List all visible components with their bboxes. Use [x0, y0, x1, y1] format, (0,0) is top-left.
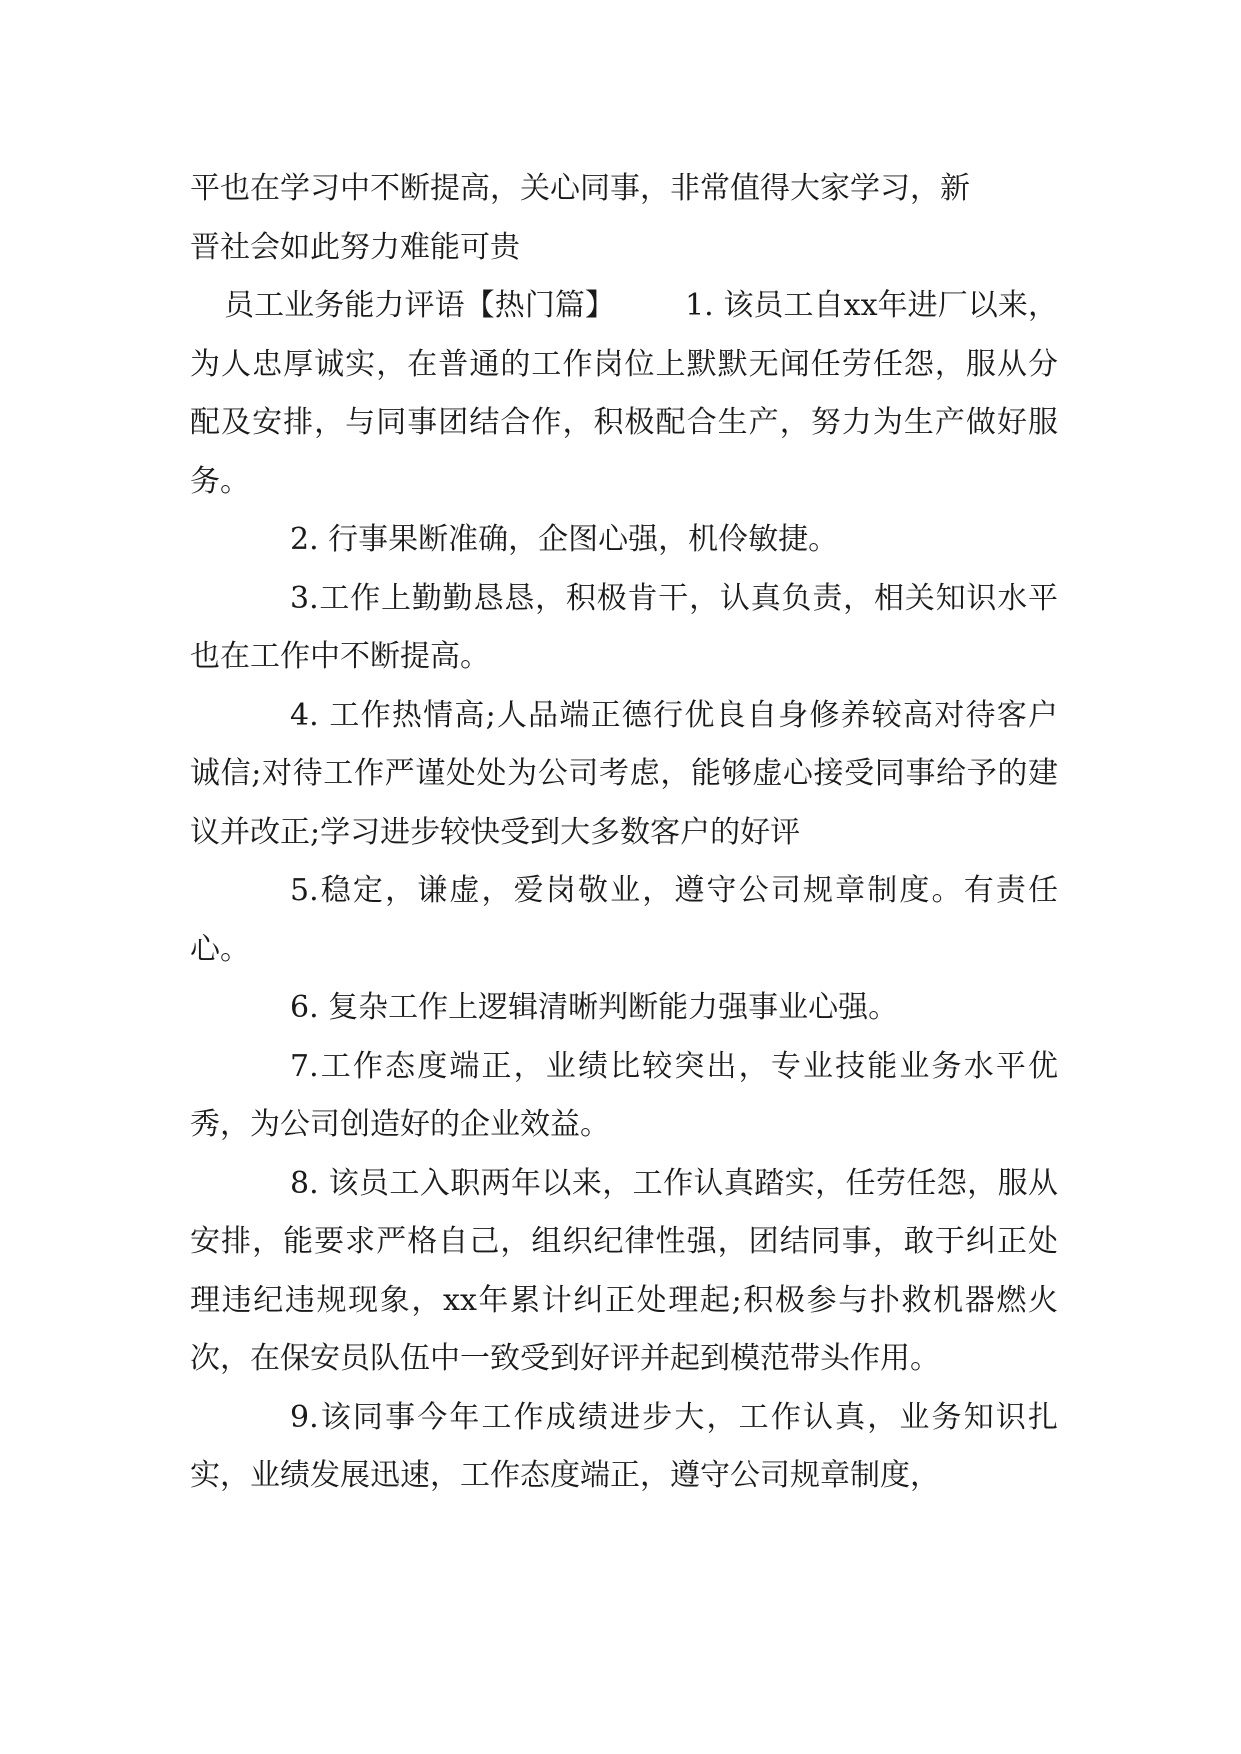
paragraph-8: 8. 该员工入职两年以来，工作认真踏实，任劳任怨，服从安排，能要求严格自己，组织纪律性强，团结同事，敢于纠正处理违纪违规现象，xx年累计纠正处理起;积极参与扑救机器燃火次，在保安员队伍中一致受到好评并起到模范带头作用。	[190, 1165, 1058, 1376]
paragraph-1-text: 1. 该员工自xx年进厂以来，为人忠厚诚实，在普通的工作岗位上默默无闻任劳任怨，服从分配及安排，与同事团结合作，积极配合生产，努力为生产做好服务。	[190, 288, 1059, 499]
document-page	[190, 160, 1058, 1506]
paragraph-4: 4. 工作热情高;人品端正德行优良自身修养较高对待客户诚信;对待工作严谨处处为公司考虑，能够虚心接受同事给予的建议并改正;学习进步较快受到大多数客户的好评	[190, 697, 1058, 850]
intro-paragraph	[190, 160, 1058, 277]
intro-line-2: 晋社会如此努力难能可贵	[190, 229, 520, 265]
paragraph-7: 7.工作态度端正，业绩比较突出，专业技能业务水平优秀，为公司创造好的企业效益。	[190, 1048, 1058, 1142]
paragraph-2: 2. 行事果断准确，企图心强，机伶敏捷。	[290, 522, 839, 557]
section-paragraph-1	[190, 277, 1058, 511]
paragraph-5: 5.稳定，谦虚，爱岗敬业，遵守公司规章制度。有责任心。	[190, 873, 1058, 967]
paragraph-3: 3.工作上勤勤恳恳，积极肯干，认真负责，相关知识水平也在工作中不断提高。	[190, 580, 1058, 674]
paragraph-9: 9.该同事今年工作成绩进步大，工作认真，业务知识扎实，业绩发展迅速，工作态度端正，遵守公司规章制度，	[190, 1399, 1058, 1493]
section-heading: 员工业务能力评语【热门篇】	[224, 288, 616, 323]
paragraph-6: 6. 复杂工作上逻辑清晰判断能力强事业心强。	[290, 990, 899, 1025]
intro-line-1: 平也在学习中不断提高，关心同事，非常值得大家学习，新	[190, 171, 970, 206]
